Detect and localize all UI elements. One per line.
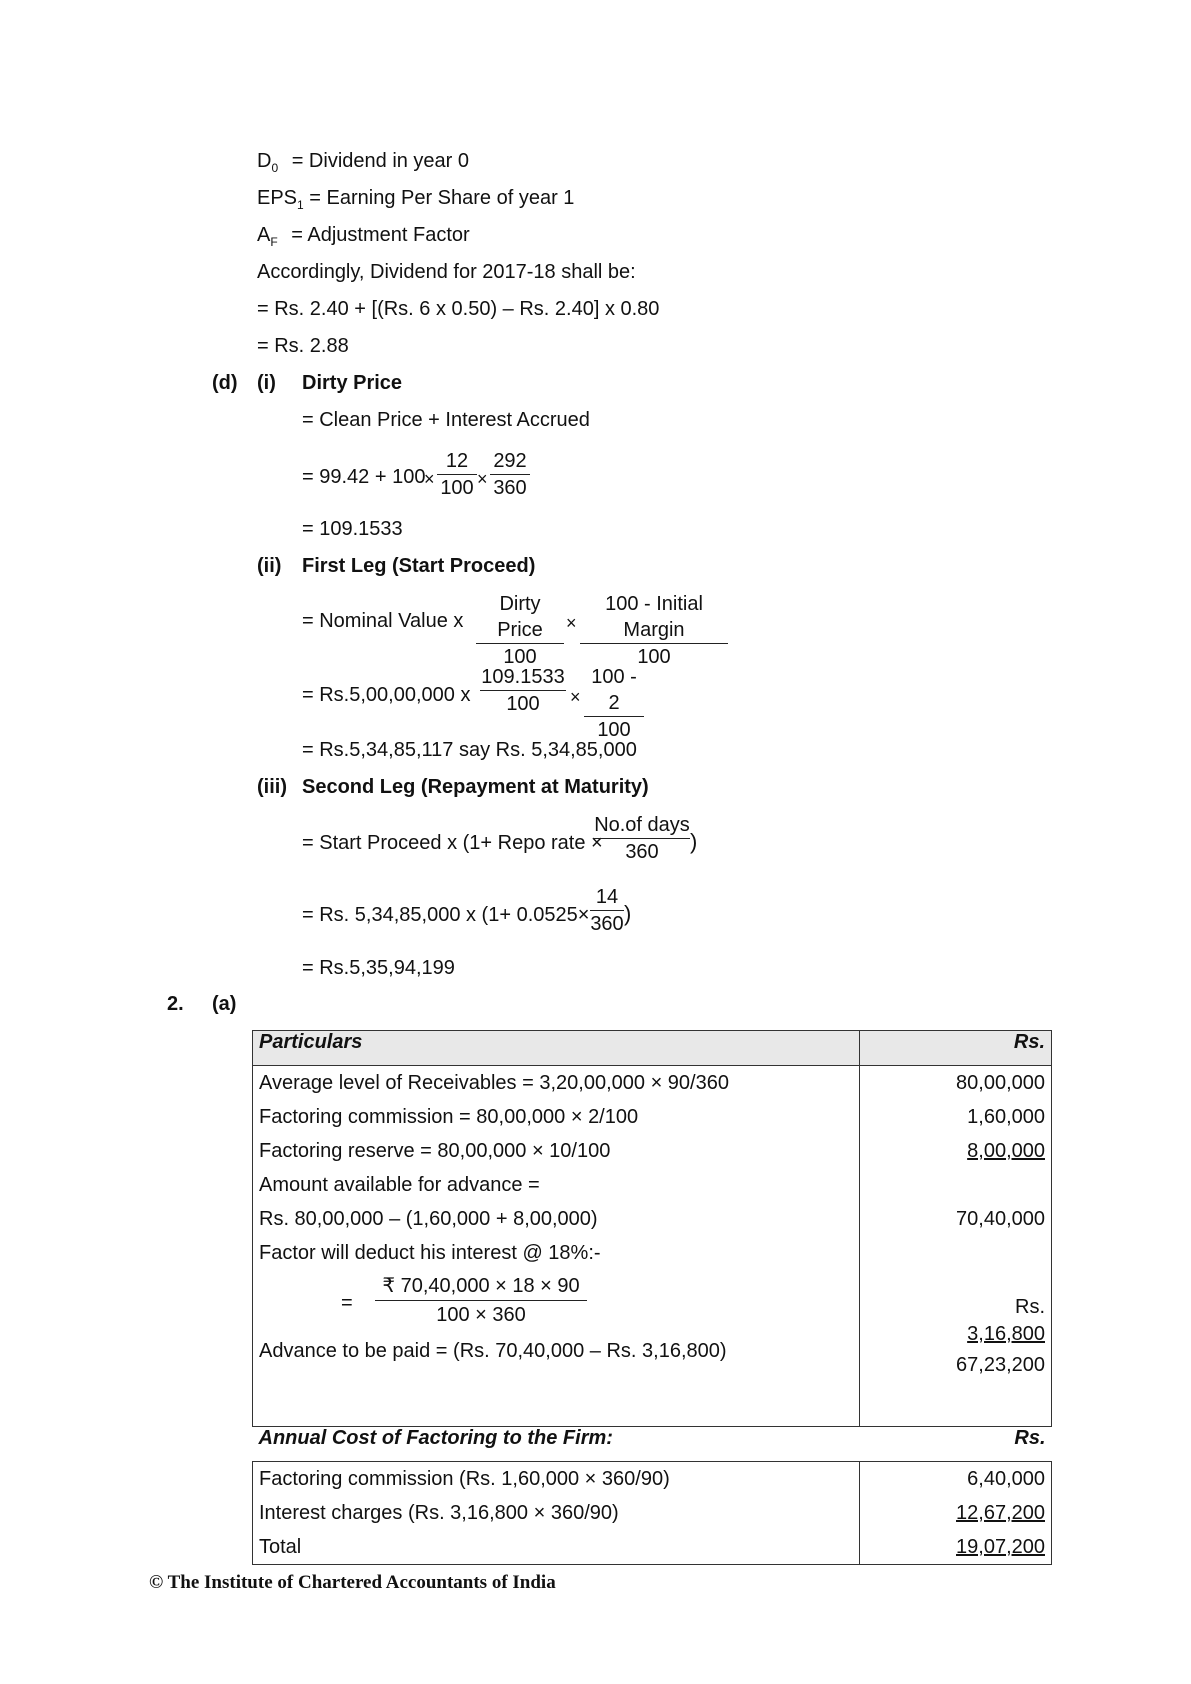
dividend-result: = Rs. 2.88: [257, 335, 349, 357]
definition-af: $A_F$ = Adjustment Factor: [257, 224, 470, 249]
cost-commission-label: Factoring commission (Rs. 1,60,000 × 360/90): [259, 1468, 670, 1490]
spacer: [866, 1236, 1045, 1270]
available-value: 70,40,000: [956, 1208, 1045, 1230]
cost-total-label: Total: [259, 1536, 302, 1558]
first-leg-result: = Rs.5,34,85,117 say Rs. 5,34,85,000: [302, 739, 637, 761]
first-leg-fraction-109: $\frac{109.1533}{100}$: [481, 666, 565, 715]
values-cell: [860, 1066, 1052, 1427]
spacer: [866, 1270, 1045, 1294]
footer-copyright: © The Institute of Chartered Accountants of India: [149, 1572, 556, 1593]
annual-cost-rs: Rs.: [860, 1427, 1052, 1462]
first-leg-calc-prefix: = Rs.5,00,00,000 x: [302, 684, 471, 706]
interest-fraction: $\frac{₹ 70,40,000 \times 18 \times 90}{100 \times 360}$: [375, 1272, 587, 1329]
first-leg-fraction-margin: 100 - Initial Margin 100: [580, 591, 728, 670]
cost-commission-value: 6,40,000: [967, 1468, 1045, 1490]
interest-value: 3,16,800: [967, 1323, 1045, 1345]
definition-eps1: $EPS_1$ = Earning Per Share of year 1: [257, 187, 575, 212]
annual-cost-values: [860, 1462, 1052, 1565]
cost-interest-label: Interest charges (Rs. 3,16,800 × 360/90): [259, 1502, 619, 1524]
receivables-value: 80,00,000: [956, 1072, 1045, 1094]
part-d-ii-label: (ii): [257, 555, 282, 577]
annual-cost-title: Annual Cost of Factoring to the Firm:: [253, 1427, 860, 1462]
cost-interest-value: 12,67,200: [956, 1502, 1045, 1524]
dirty-price-title: Dirty Price: [302, 372, 403, 394]
header-particulars: Particulars: [253, 1031, 860, 1066]
closing-paren: ): [624, 901, 632, 926]
dirty-price-result: = 109.1533: [302, 518, 403, 540]
commission-value: 1,60,000: [967, 1106, 1045, 1128]
reserve-value: 8,00,000: [967, 1140, 1045, 1162]
dirty-price-fraction-1: $\frac{12}{100}$: [437, 448, 477, 501]
closing-paren: ): [690, 829, 698, 854]
second-leg-fraction-14: $\frac{14}{360}$: [590, 886, 624, 935]
dividend-intro: Accordingly, Dividend for 2017-18 shall be:: [257, 261, 636, 283]
table-header-row: [253, 1031, 1052, 1066]
second-leg-formula-prefix: = Start Proceed x (1+ Repo rate ×: [302, 832, 603, 854]
first-leg-fraction-dirty: Dirty Price 100: [476, 591, 564, 670]
rs-label: Rs.: [1015, 1296, 1045, 1318]
part-d-iii-label: (iii): [257, 776, 287, 798]
spacer: [866, 1168, 1045, 1202]
first-leg-formula-prefix: = Nominal Value x: [302, 610, 464, 632]
first-leg-title: First Leg (Start Proceed): [302, 555, 536, 577]
question-part-a: (a): [212, 993, 237, 1015]
annual-cost-header-row: [253, 1427, 1052, 1462]
advance-text: Advance to be paid = (Rs. 70,40,000 – Rs. 3,16,800): [259, 1340, 727, 1362]
equals-sign: =: [341, 1292, 353, 1314]
cost-total-value: 19,07,200: [956, 1536, 1045, 1558]
first-leg-fraction-98: $\frac{100 - 2}{100}$: [584, 664, 644, 743]
part-d-i-label: (i): [257, 372, 276, 394]
second-leg-result: = Rs.5,35,94,199: [302, 957, 455, 979]
available-text: Amount available for advance =: [259, 1174, 540, 1196]
part-d-label: (d): [212, 372, 238, 394]
second-leg-calc-prefix: = Rs. 5,34,85,000 x (1+ 0.0525×: [302, 904, 590, 926]
reserve-text: Factoring reserve = 80,00,000 × 10/100: [259, 1140, 611, 1162]
interest-intro-text: Factor will deduct his interest @ 18%:-: [259, 1242, 601, 1264]
annual-cost-body-row: [253, 1462, 1052, 1565]
dirty-price-formula: = Clean Price + Interest Accrued: [302, 409, 590, 431]
question-number: 2.: [167, 993, 184, 1015]
times-symbol: ×: [424, 469, 435, 489]
header-rs: Rs.: [860, 1031, 1052, 1066]
dividend-step: = Rs. 2.40 + [(Rs. 6 x 0.50) – Rs. 2.40] x 0.80: [257, 298, 660, 320]
dirty-price-fraction-2: $\frac{292}{360}$: [490, 448, 530, 501]
interest-formula: [259, 1270, 853, 1334]
second-leg-title: Second Leg (Repayment at Maturity): [302, 776, 649, 798]
annual-cost-labels: [253, 1462, 860, 1565]
definition-d0: $D_0$ = Dividend in year 0: [257, 150, 470, 175]
times-symbol: ×: [570, 687, 581, 707]
dirty-price-calc-prefix: = 99.42 + 100: [302, 466, 426, 488]
commission-text: Factoring commission = 80,00,000 × 2/100: [259, 1106, 639, 1128]
particulars-cell: [253, 1066, 860, 1427]
table-body-row: [253, 1066, 1052, 1427]
available-calc-text: Rs. 80,00,000 – (1,60,000 + 8,00,000): [259, 1208, 598, 1230]
advance-value: 67,23,200: [956, 1354, 1045, 1376]
times-symbol: ×: [477, 469, 488, 489]
second-leg-fraction-days: No.of days 360: [594, 814, 690, 863]
receivables-text: Average level of Receivables = 3,20,00,000 × 90/360: [259, 1072, 729, 1094]
factoring-table: [252, 1030, 1052, 1565]
times-symbol: ×: [566, 613, 577, 633]
